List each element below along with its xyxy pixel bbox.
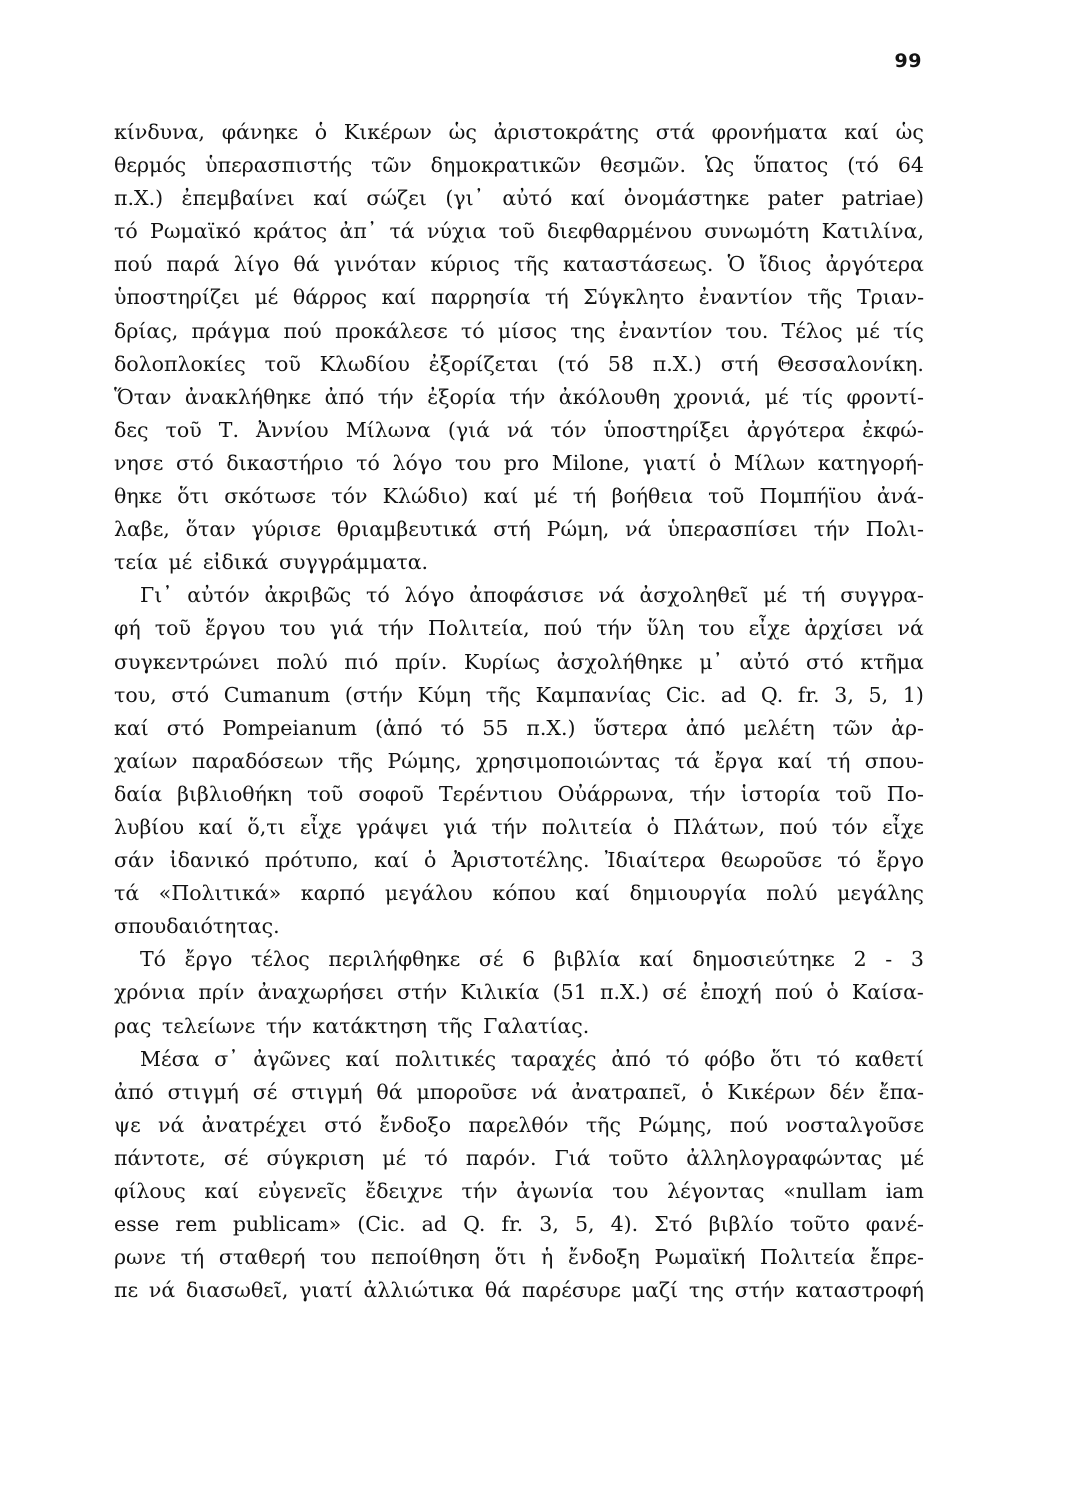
text-line: ἀπό στιγμή σέ στιγμή θά μποροῦσε νά ἀνατραπεῖ, ὁ Κικέρων δέν ἔπα- — [114, 1079, 924, 1104]
text-line: κίνδυνα, φάνηκε ὁ Κικέρων ὡς ἀριστοκράτης στά φρονήματα καί ὡς — [114, 120, 924, 144]
text-line: πε νά διασωθεῖ, γιατί ἀλλιώτικα θά παρέσυρε μαζί της στήν καταστροφή — [114, 1278, 924, 1303]
text-line: τεία μέ εἰδικά συγγράμματα. — [114, 550, 429, 575]
text-line: θερμός ὑπερασπιστής τῶν δημοκρατικῶν θεσμῶν. Ὡς ὕπατος (τό 64 — [114, 153, 924, 178]
text-line: νησε στό δικαστήριο τό λόγο του pro Milone, γιατί ὁ Μίλων κατηγορή- — [114, 450, 924, 475]
text-line: ρας τελείωνε τήν κατάκτηση τῆς Γαλατίας. — [114, 1013, 590, 1038]
text-line: Τό ἔργο τέλος περιλήφθηκε σέ 6 βιβλία καί δημοσιεύτηκε 2 - 3 — [140, 947, 924, 972]
text-line: πάντοτε, σέ σύγκριση μέ τό παρόν. Γιά τοῦτο ἀλληλογραφώντας μέ — [114, 1145, 924, 1170]
text-line: Γι᾽ αὐτόν ἀκριβῶς τό λόγο ἀποφάσισε νά ἀσχοληθεῖ μέ τή συγγρα- — [140, 583, 924, 608]
text-line: ὑποστηρίζει μέ θάρρος καί παρρησία τή Σύγκλητο ἐναντίον τῆς Τριαν- — [114, 285, 924, 310]
text-line: τό Ρωμαϊκό κράτος ἀπ᾽ τά νύχια τοῦ διεφθαρμένου συνωμότη Κατιλίνα, — [114, 219, 924, 244]
text-line: σπουδαιότητας. — [114, 914, 280, 939]
text-line: συγκεντρώνει πολύ πιό πρίν. Κυρίως ἀσχολήθηκε μ᾽ αὐτό στό κτῆμα — [114, 649, 924, 674]
text-line: χρόνια πρίν ἀναχωρήσει στήν Κιλικία (51 π.Χ.) σέ ἐποχή πού ὁ Καίσα- — [114, 980, 924, 1005]
text-line: φή τοῦ ἔργου του γιά τήν Πολιτεία, πού τήν ὕλη του εἶχε ἀρχίσει νά — [114, 616, 924, 641]
text-line: π.Χ.) ἐπεμβαίνει καί σώζει (γι᾽ αὐτό καί ὀνομάστηκε pater patriae) — [114, 186, 924, 211]
text-line: Ὅταν ἀνακλήθηκε ἀπό τήν ἐξορία τήν ἀκόλουθη χρονιά, μέ τίς φροντί- — [114, 384, 924, 409]
text-line: δολοπλοκίες τοῦ Κλωδίου ἐξορίζεται (τό 58 π.Χ.) στή Θεσσαλονίκη. — [114, 351, 924, 376]
text-line: πού παρά λίγο θά γινόταν κύριος τῆς καταστάσεως. Ὁ ἴδιος ἀργότερα — [114, 252, 924, 277]
text-line: δρίας, πράγμα πού προκάλεσε τό μίσος της ἐναντίον του. Τέλος μέ τίς — [114, 318, 924, 343]
text-line: λυβίου καί ὅ,τι εἶχε γράψει γιά τήν πολιτεία ὁ Πλάτων, πού τόν εἶχε — [114, 814, 924, 839]
text-line: ψε νά ἀνατρέχει στό ἔνδοξο παρελθόν τῆς Ρώμης, πού νοσταλγοῦσε — [114, 1112, 924, 1137]
text-line: φίλους καί εὐγενεῖς ἔδειχνε τήν ἀγωνία του λέγοντας «nullam iam — [114, 1179, 924, 1203]
text-line: σάν ἰδανικό πρότυπο, καί ὁ Ἀριστοτέλης. Ἰδιαίτερα θεωροῦσε τό ἔργο — [114, 848, 924, 873]
text-line: δες τοῦ Τ. Ἀννίου Μίλωνα (γιά νά τόν ὑποστηρίξει ἀργότερα ἐκφώ- — [114, 417, 924, 442]
page-number: 99 — [894, 50, 922, 72]
text-line: Μέσα σ᾽ ἀγῶνες καί πολιτικές ταραχές ἀπό τό φόβο ὅτι τό καθετί — [140, 1046, 924, 1071]
text-line: χαίων παραδόσεων τῆς Ρώμης, χρησιμοποιώντας τά ἔργα καί τή σπου- — [114, 748, 924, 773]
text-line: δαία βιβλιοθήκη τοῦ σοφοῦ Τερέντιου Οὐάρρωνα, τήν ἱστορία τοῦ Πο- — [114, 781, 924, 806]
text-line: καί στό Pompeianum (ἀπό τό 55 π.Χ.) ὕστερα ἀπό μελέτη τῶν ἀρ- — [114, 715, 924, 740]
text-line: esse rem publicam» (Cic. ad Q. fr. 3, 5, 4). Στό βιβλίο τοῦτο φανέ- — [114, 1212, 924, 1237]
text-line: λαβε, ὅταν γύρισε θριαμβευτικά στή Ρώμη, νά ὑπερασπίσει τήν Πολι- — [114, 517, 924, 542]
text-line: τά «Πολιτικά» καρπό μεγάλου κόπου καί δημιουργία πολύ μεγάλης — [114, 881, 924, 906]
text-line: ρωνε τή σταθερή του πεποίθηση ὅτι ἡ ἔνδοξη Ρωμαϊκή Πολιτεία ἔπρε- — [114, 1245, 924, 1270]
body-text — [114, 116, 924, 1307]
text-line: του, στό Cumanum (στήν Κύμη τῆς Καμπανίας Cic. ad Q. fr. 3, 5, 1) — [114, 682, 924, 707]
text-line: θηκε ὅτι σκότωσε τόν Κλώδιο) καί μέ τή βοήθεια τοῦ Πομπήϊου ἀνά- — [114, 484, 924, 509]
